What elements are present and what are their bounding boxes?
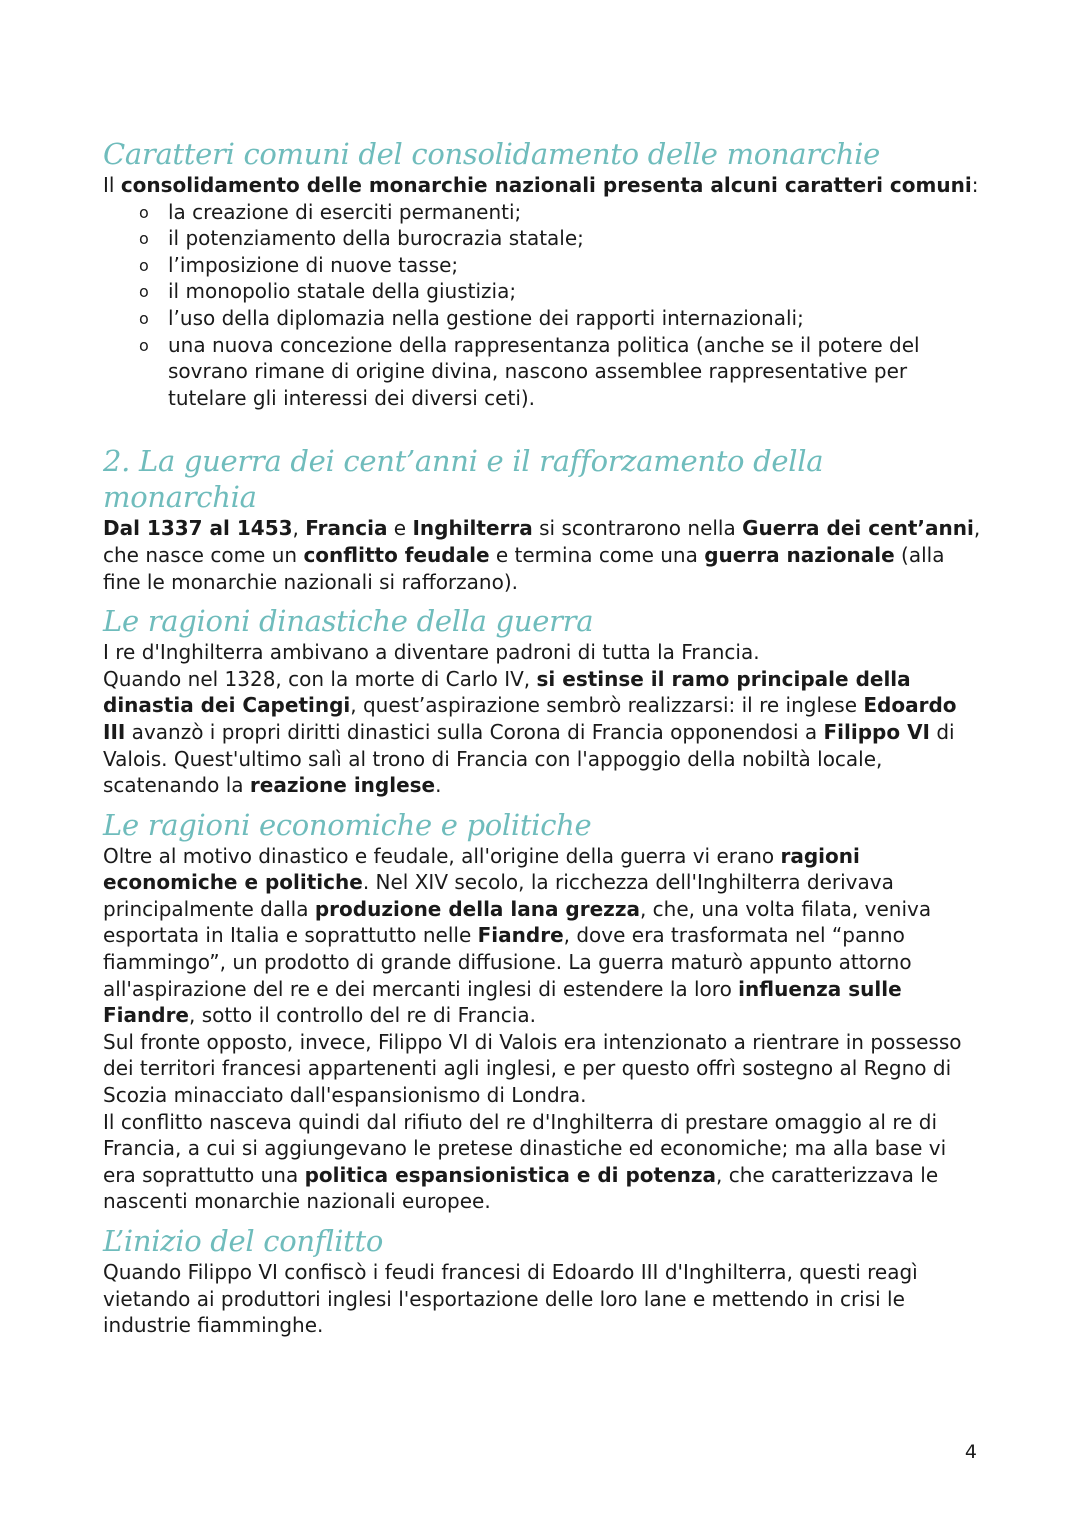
text-run: : [971, 173, 979, 197]
list-item: o la creazione di eserciti permanenti; [103, 199, 983, 226]
list-item: o il potenziamento della burocrazia statale; [103, 225, 983, 252]
text-run: Sul fronte opposto, invece, Filippo VI di Valois era intenzionato a rientrare in possesso dei territori francesi appartenenti agli inglesi, e per questo offrì sostegno al Regno di Scozia minacciato dall'espansionismo di Londra. [103, 1029, 962, 1108]
section-heading-guerra-centanni: 2. La guerra dei cent’anni e il rafforzamento della monarchia [103, 444, 824, 515]
text-run: I re d'Inghilterra ambivano a diventare padroni di tutta la Francia. [103, 640, 760, 665]
text-run: . [435, 773, 442, 798]
section-heading-caratteri-comuni: Caratteri comuni del consolidamento delle monarchie [103, 137, 881, 171]
bullet-icon: o [139, 202, 149, 222]
ragioni-economiche-paragraph [103, 843, 983, 1215]
characteristics-list [103, 199, 983, 412]
bold-text-run: Dal 1337 al 1453 [103, 516, 293, 541]
bold-text-run: consolidamento delle monarchie nazionali presenta alcuni caratteri comuni [120, 173, 972, 197]
section-heading-ragioni-dinastiche: Le ragioni dinastiche della guerra [103, 604, 594, 639]
intro-paragraph [103, 172, 983, 199]
text-run: , [292, 516, 306, 541]
text-run: Quando Filippo VI confiscò i feudi francesi di Edoardo III d'Inghilterra, questi reagì vietando ai produttori inglesi l'esportazione delle loro lane e mettendo in crisi le industrie fiamminghe. [103, 1260, 918, 1338]
bold-text-run: si estinse il ramo principale della dinastia dei Capetingi [103, 666, 911, 718]
bullet-icon: o [139, 282, 149, 302]
text-run: . Nel XIV secolo, la ricchezza dell'Inghilterra derivava principalmente dalla [103, 870, 894, 921]
inizio-conflitto-paragraph [103, 1259, 983, 1339]
bold-text-run: politica espansionistica e di potenza [304, 1162, 717, 1187]
bold-text-run: Edoardo III [103, 693, 957, 744]
bold-text-run: Guerra dei cent’anni [742, 516, 974, 541]
bold-text-run: ragioni economiche e politiche [103, 843, 860, 895]
text-run: di Valois. Quest'ultimo salì al trono di Francia con l'appoggio della nobiltà locale, scatenando la [103, 719, 955, 798]
bullet-icon: o [139, 255, 149, 275]
bold-text-run: guerra nazionale [704, 542, 895, 567]
text-run: , dove era trasformata nel “panno fiammingo”, un prodotto di grande diffusione. La guerra maturò appunto attorno all'aspirazione del re e dei mercanti inglesi di estendere la loro [103, 923, 912, 1001]
bullet-icon: o [139, 229, 149, 249]
bold-text-run: Filippo VI [823, 719, 930, 744]
bullet-icon: o [139, 308, 149, 328]
list-item: o l’imposizione di nuove tasse; [103, 252, 983, 279]
text-run: , sotto il controllo del re di Francia. [189, 1003, 536, 1028]
text-run: e termina come una [489, 542, 705, 567]
ragioni-dinastiche-paragraph [103, 639, 983, 799]
bold-text-run: produzione della lana grezza [314, 896, 640, 921]
text-run: si scontrarono nella [532, 516, 743, 541]
text-run: Il conflitto nasceva quindi dal rifiuto del re d'Inghilterra di prestare omaggio al re di Francia, a cui si aggiungevano le pretese dinastiche ed economiche; ma alla base vi era soprattutto una [103, 1109, 947, 1187]
bold-text-run: Francia [305, 516, 388, 541]
bold-text-run: Fiandre [477, 923, 564, 948]
text-run: , che nasce come un [103, 516, 981, 567]
list-item: o l’uso della diplomazia nella gestione dei rapporti internazionali; [103, 305, 983, 332]
text-run: , che caratterizzava le nascenti monarchie nazionali europee. [103, 1162, 939, 1214]
bold-text-run: conflitto feudale [303, 542, 490, 567]
text-run: , che, una volta filata, veniva esportata in Italia e soprattutto nelle [103, 896, 932, 948]
text-run: avanzò i propri diritti dinastici sulla Corona di Francia opponendosi a [125, 719, 824, 744]
list-item: o una nuova concezione della rappresentanza politica (anche se il potere del sovrano rimane di origine divina, nascono assemblee rappresentative per tutelare gli interessi dei diversi ceti). [139, 332, 920, 410]
text-run: e [387, 516, 413, 541]
section-heading-ragioni-economiche: Le ragioni economiche e politiche [103, 807, 592, 842]
page-content [103, 136, 983, 1339]
guerra-centanni-paragraph [103, 515, 983, 595]
text-run: (alla fine le monarchie nazionali si rafforzano). [103, 542, 945, 594]
bold-text-run: Inghilterra [412, 516, 533, 541]
list-item: o il monopolio statale della giustizia; [103, 278, 983, 305]
text-run: Quando nel 1328, con la morte di Carlo IV, [103, 666, 537, 691]
page-number: 4 [964, 1441, 977, 1463]
bold-text-run: influenza sulle Fiandre [103, 976, 902, 1028]
section-heading-inizio-conflitto: L’inizio del conflitto [103, 1224, 384, 1258]
text-run: Oltre al motivo dinastico e feudale, all'origine della guerra vi erano [103, 843, 781, 868]
text-run: , quest’aspirazione sembrò realizzarsi: il re inglese [350, 693, 864, 718]
bold-text-run: reazione inglese [249, 773, 436, 798]
text-run: Il [103, 173, 121, 197]
bullet-icon: o [139, 335, 149, 355]
